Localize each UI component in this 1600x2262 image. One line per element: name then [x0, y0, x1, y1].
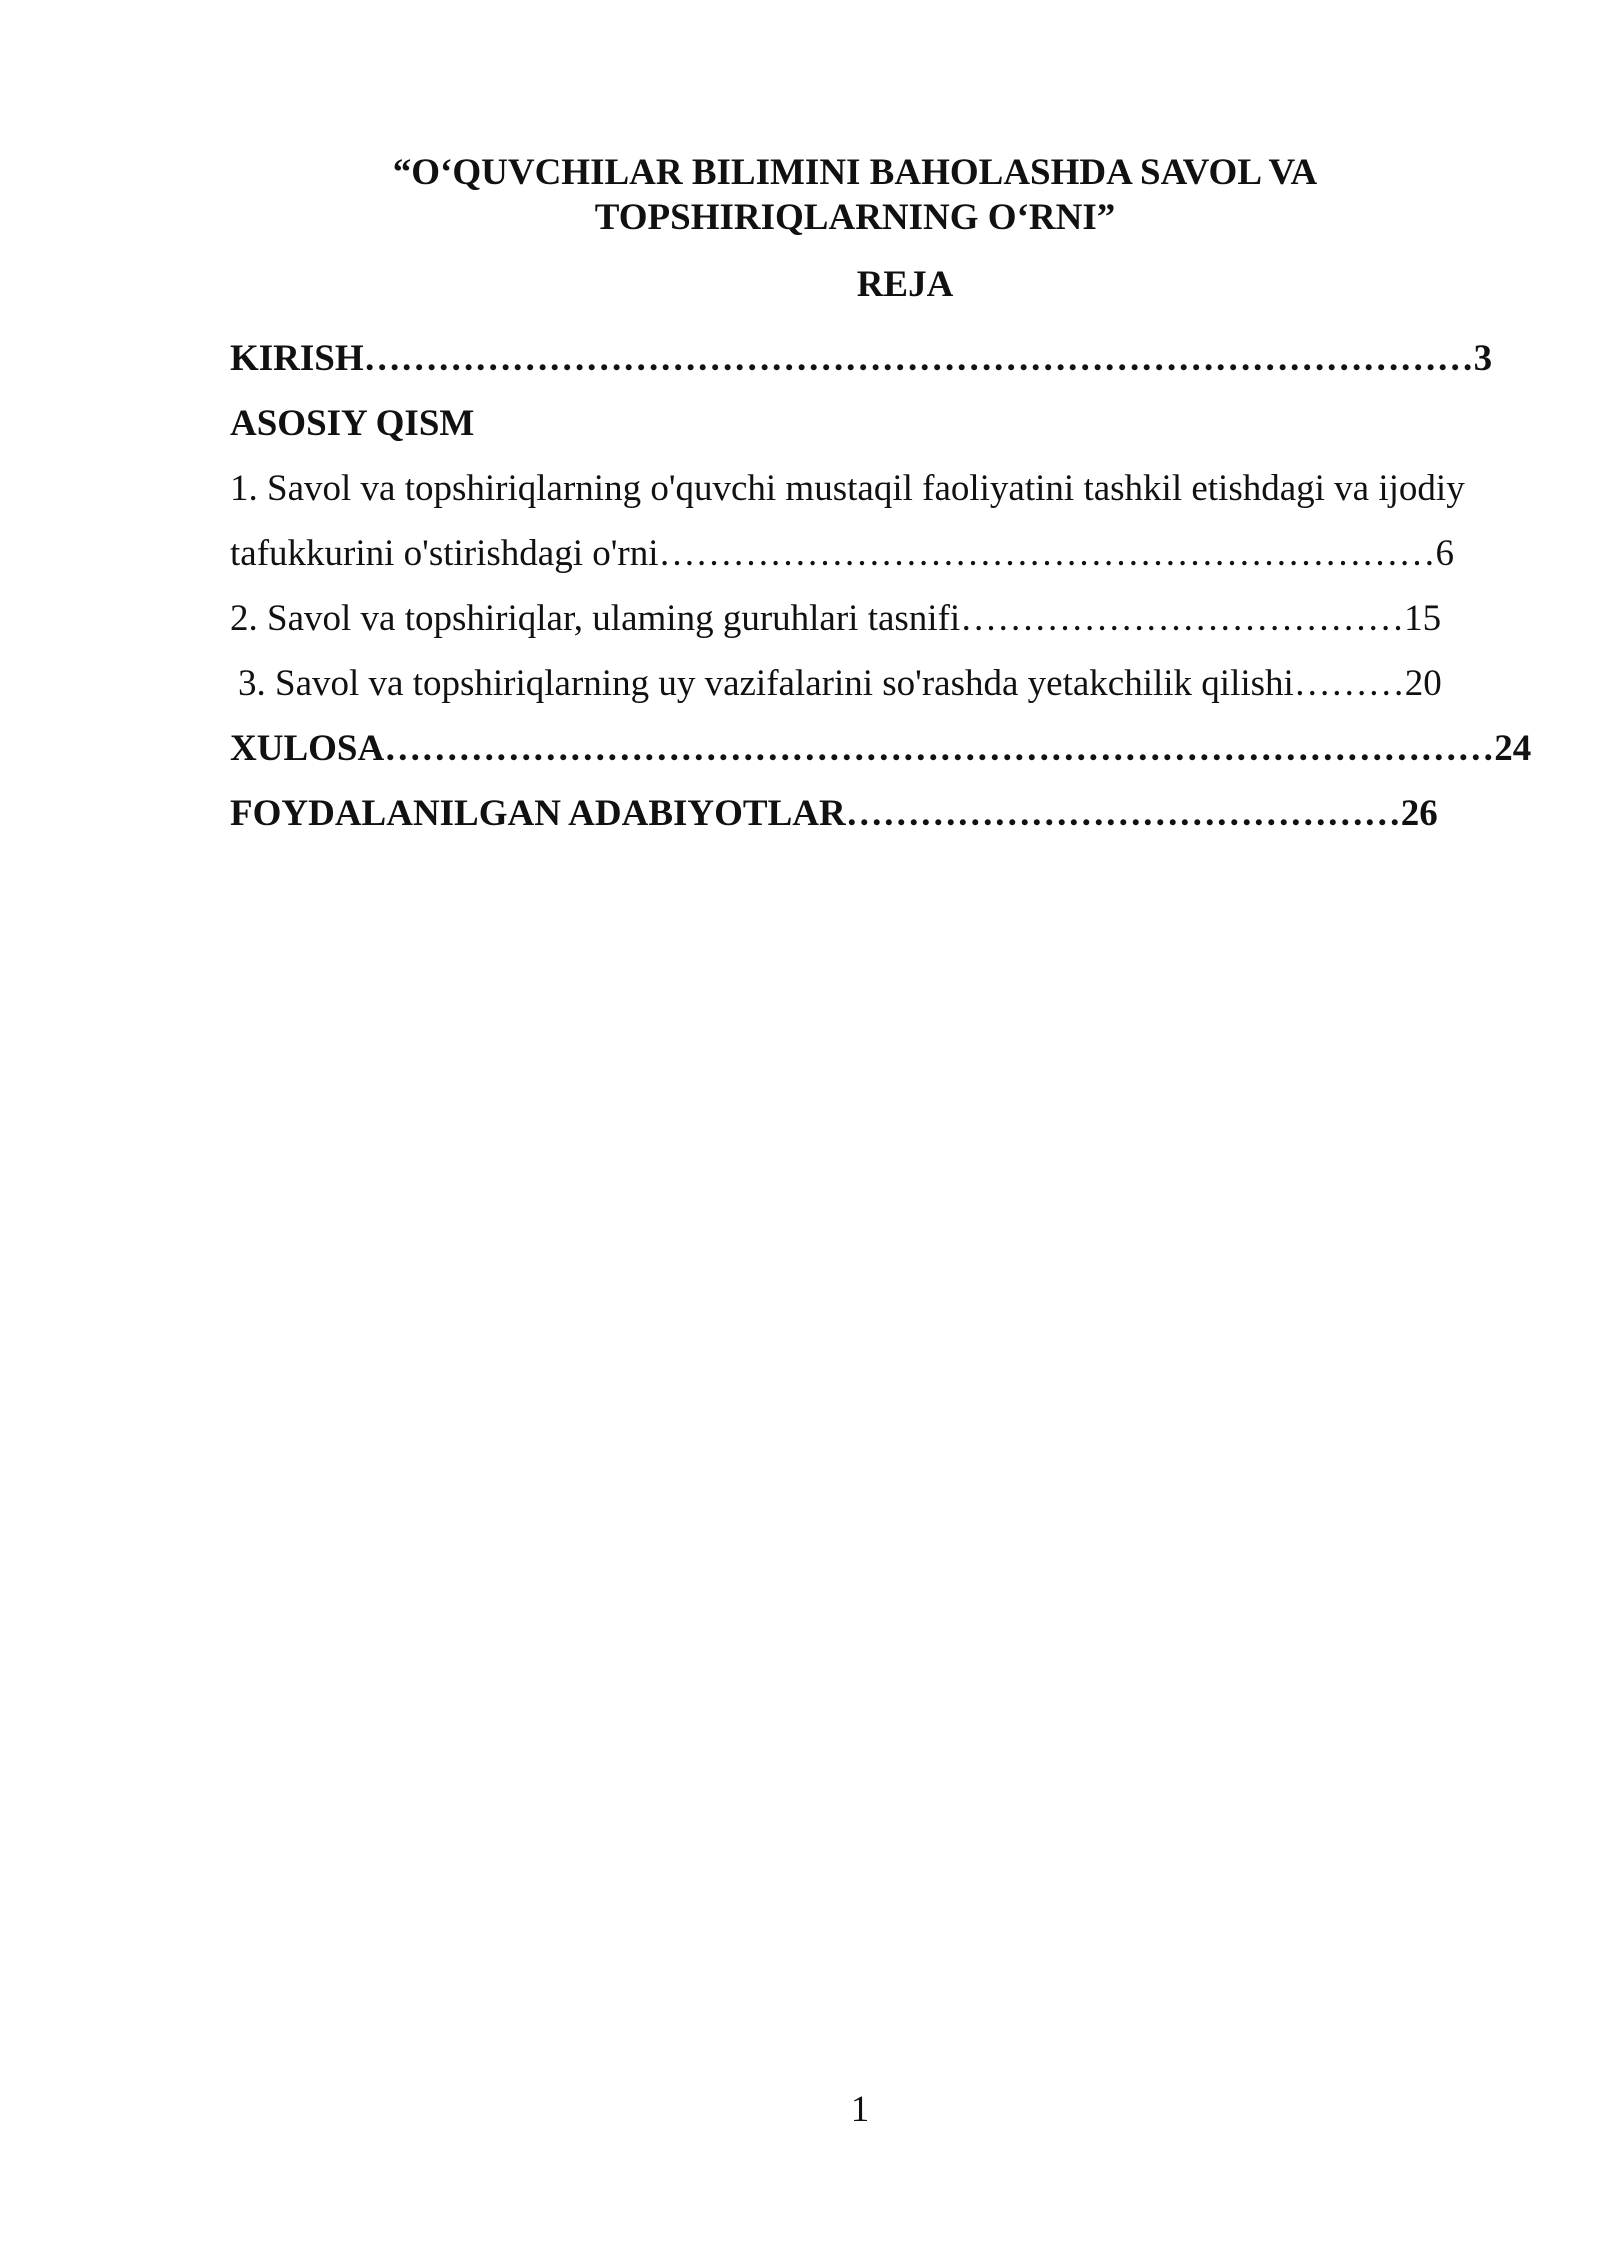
- toc-entry-item2: 2. Savol va topshiriqlar, ulaming guruhlari tasnifi………………………………15: [230, 598, 1442, 639]
- toc-entry-conclusion: XULOSA………………………………………………………………………………24: [230, 728, 1532, 769]
- toc-entry-item1-line2: tafukkurini o'stirishdagi o'rni………………………………………………………6: [230, 533, 1454, 574]
- toc-entry-main-part: ASOSIY QISM: [230, 403, 475, 444]
- toc-entry-intro: KIRISH………………………………………………………………………………3: [230, 338, 1493, 379]
- toc-entry-item3: 3. Savol va topshiriqlarning uy vazifalarini so'rashda yetakchilik qilishi………20: [238, 663, 1442, 704]
- toc-entry-item1-line1: 1. Savol va topshiriqlarning o'quvchi mustaqil faoliyatini tashkil etishdagi va ijodiy: [230, 468, 1465, 509]
- table-of-contents: [230, 326, 1532, 846]
- title-line-1: “O‘QUVCHILAR BILIMINI BAHOLASHDA SAVOL VA: [392, 152, 1318, 193]
- toc-entry-references: FOYDALANILGAN ADABIYOTLAR………………………………………26: [230, 793, 1438, 834]
- title-line-2: TOPSHIRIQLARNING O‘RNI”: [594, 197, 1116, 238]
- plan-heading: REJA: [856, 264, 954, 305]
- page-number: 1: [850, 2089, 870, 2130]
- document-title: [230, 150, 1480, 240]
